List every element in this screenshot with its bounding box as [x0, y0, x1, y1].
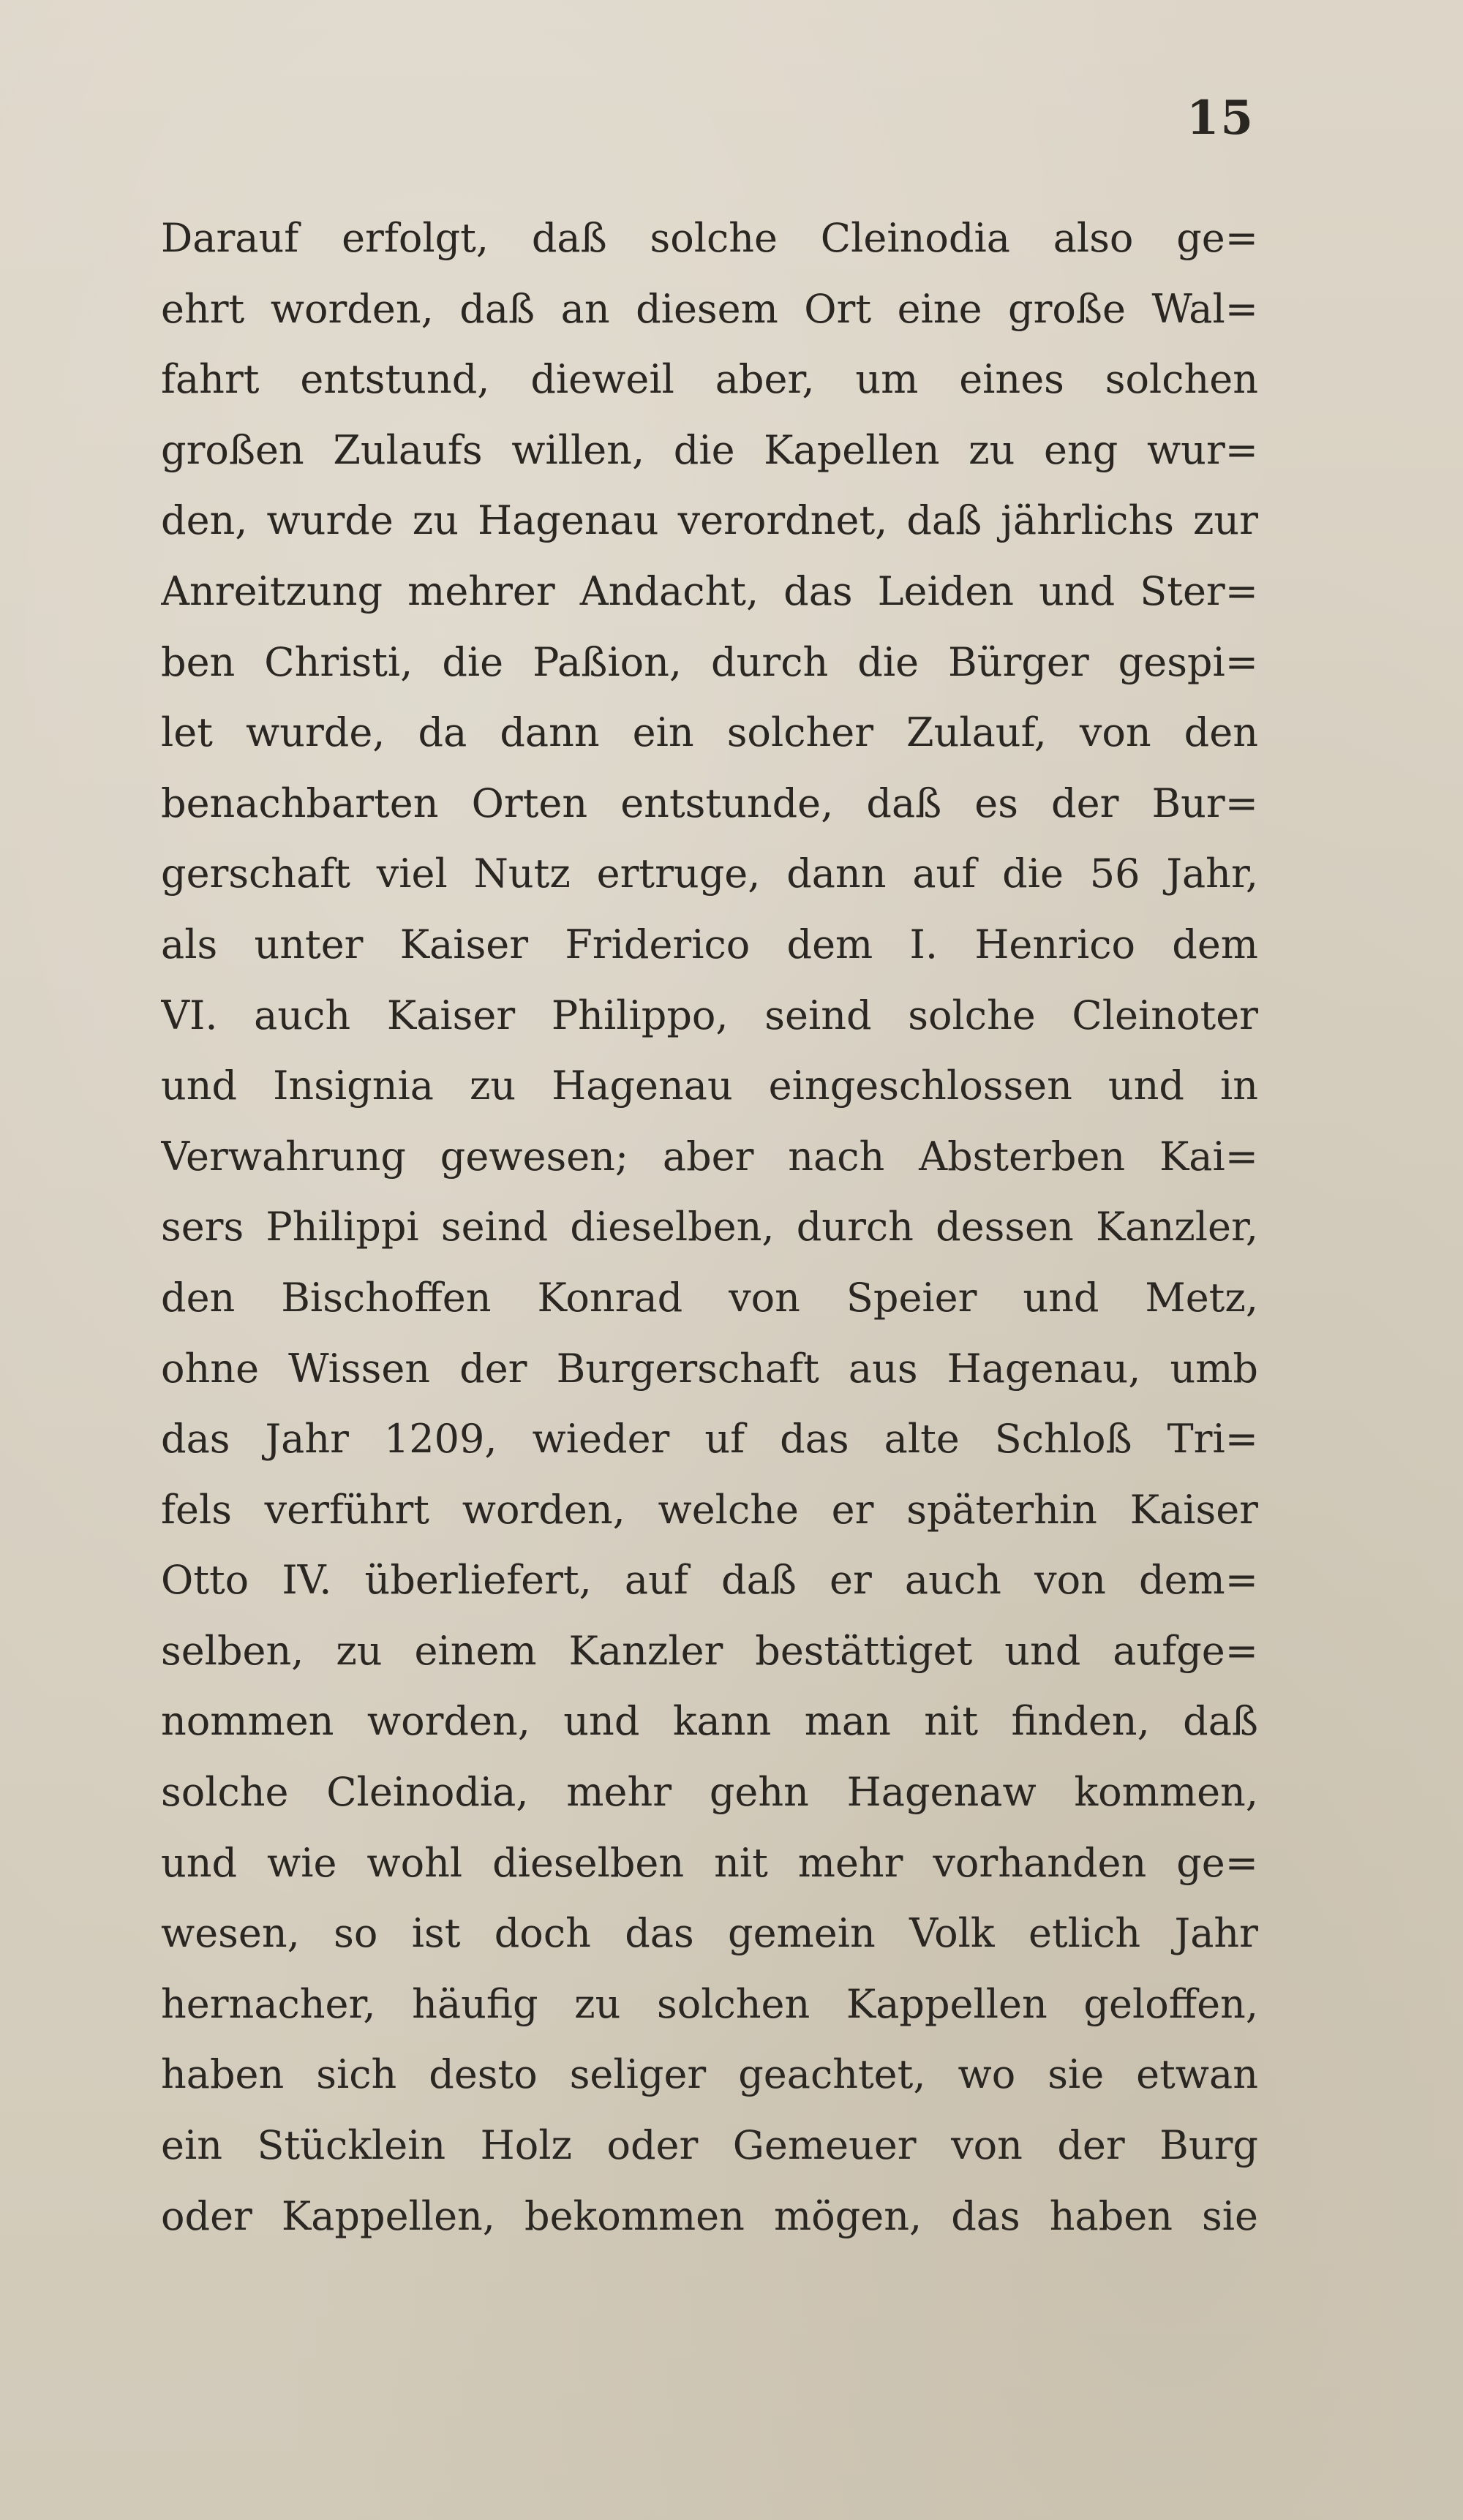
text-line: großen Zulaufs willen, die Kapellen zu eng wur=: [161, 426, 1258, 473]
text-line: Anreitzung mehrer Andacht, das Leiden und Ster=: [161, 567, 1258, 614]
text-line: hernacher, häufig zu solchen Kappellen geloffen,: [161, 1980, 1258, 2027]
text-line: wesen, so ist doch das gemein Volk etlich Jahr: [161, 1910, 1258, 1957]
text-line: und wie wohl dieselben nit mehr vorhanden ge=: [161, 1839, 1258, 1886]
text-line: als unter Kaiser Friderico dem I. Henrico dem: [161, 921, 1258, 967]
text-line: ein Stücklein Holz oder Gemeuer von der Burg: [161, 2122, 1258, 2169]
text-line: fels verführt worden, welche er späterhin Kaiser: [161, 1486, 1258, 1533]
text-line: gerschaft viel Nutz ertruge, dann auf die 56 Jahr,: [161, 850, 1258, 897]
text-line: Verwahrung gewesen; aber nach Absterben Kai=: [161, 1133, 1258, 1180]
text-line: VI. auch Kaiser Philippo, seind solche Cleinoter: [161, 992, 1258, 1038]
text-line: ben Christi, die Paßion, durch die Bürger gespi=: [161, 638, 1258, 685]
text-line: nommen worden, und kann man nit finden, daß: [161, 1698, 1258, 1745]
text-line: ohne Wissen der Burgerschaft aus Hagenau, umb: [161, 1345, 1258, 1392]
text-line: das Jahr 1209, wieder uf das alte Schloß Tri=: [161, 1416, 1258, 1463]
text-line: selben, zu einem Kanzler bestättiget und aufge=: [161, 1627, 1258, 1674]
text-line: ehrt worden, daß an diesem Ort eine große Wal=: [161, 285, 1258, 332]
text-line: haben sich desto seliger geachtet, wo sie etwan: [161, 2051, 1258, 2098]
text-line: den Bischoffen Konrad von Speier und Metz,: [161, 1274, 1258, 1321]
text-line: den, wurde zu Hagenau verordnet, daß jährlichs zur: [161, 497, 1258, 544]
text-line: fahrt entstund, dieweil aber, um eines solchen: [161, 356, 1258, 403]
text-line: Otto IV. überliefert, auf daß er auch von dem=: [161, 1557, 1258, 1604]
page-number: 15: [1186, 91, 1255, 146]
body-text: [161, 203, 1258, 2252]
text-line: let wurde, da dann ein solcher Zulauf, von den: [161, 709, 1258, 756]
text-line: benachbarten Orten entstunde, daß es der Bur=: [161, 780, 1258, 826]
text-line: oder Kappellen, bekommen mögen, das haben sie: [161, 2192, 1258, 2239]
text-line: solche Cleinodia, mehr gehn Hagenaw kommen,: [161, 1769, 1258, 1816]
text-line: Darauf erfolgt, daß solche Cleinodia also ge=: [161, 215, 1258, 261]
text-line: und Insignia zu Hagenau eingeschlossen und in: [161, 1063, 1258, 1109]
text-line: sers Philippi seind dieselben, durch dessen Kanzler,: [161, 1204, 1258, 1250]
